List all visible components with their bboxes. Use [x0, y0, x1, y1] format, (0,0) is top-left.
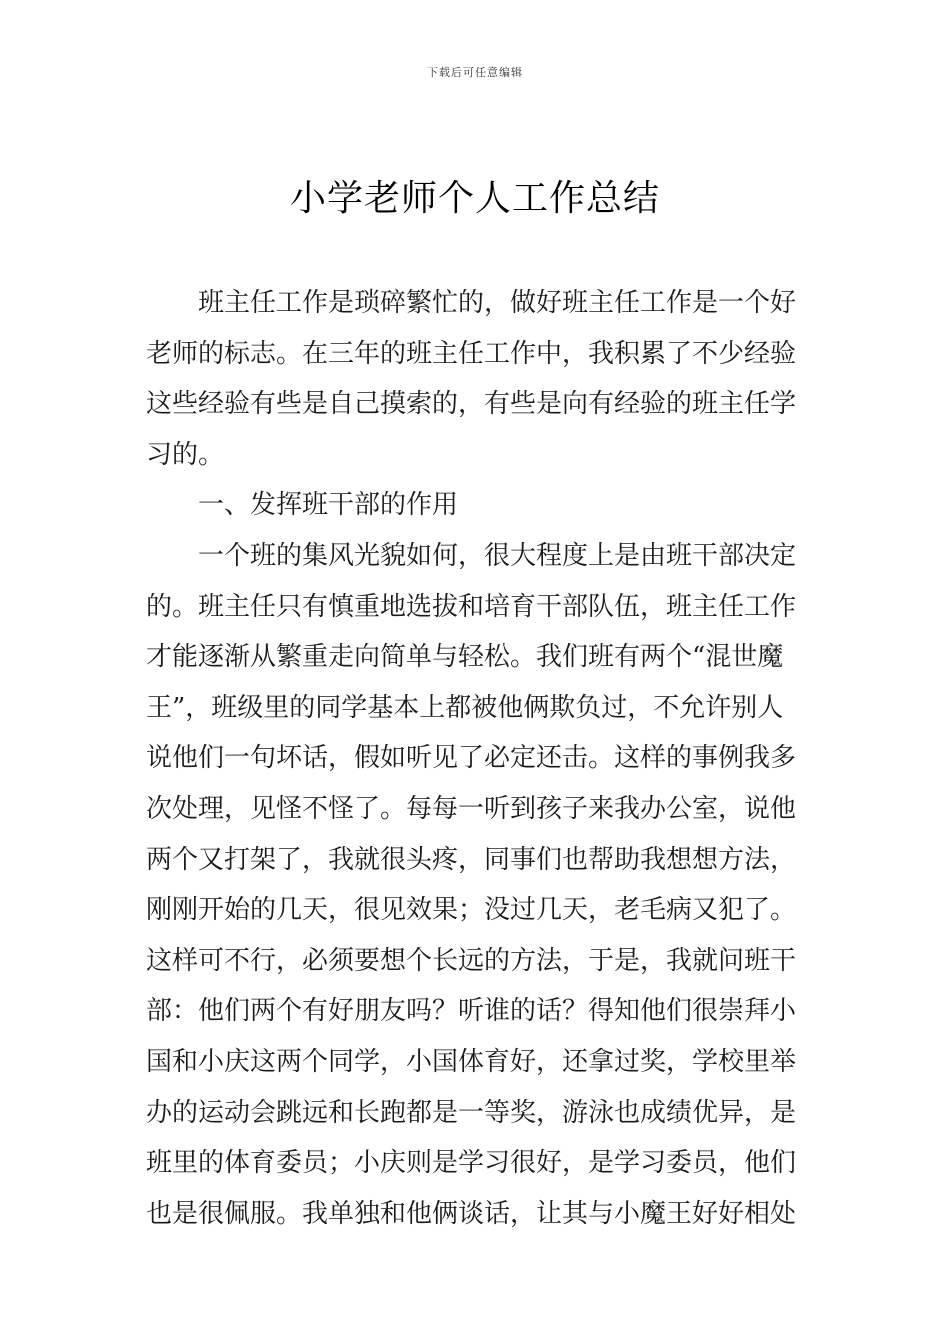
- body-line: 办的运动会跳远和长跑都是一等奖，游泳也成绩优异，是: [146, 1097, 797, 1128]
- body-line: 两个又打架了，我就很头疼，同事们也帮助我想想方法，: [146, 844, 797, 875]
- document-body: [146, 278, 814, 1239]
- header-note: 下载后可任意编辑: [427, 66, 523, 79]
- body-line: 说他们一句坏话，假如听见了必定还击。这样的事例我多: [146, 743, 797, 774]
- document-title: 小学老师个人工作总结: [289, 178, 660, 219]
- body-line: 的。班主任只有慎重地选拔和培育干部队伍，班主任工作: [146, 591, 797, 622]
- body-line: 老师的标志。在三年的班主任工作中，我积累了不少经验: [146, 338, 797, 369]
- body-line: 班里的体育委员；小庆则是学习很好，是学习委员，他们: [146, 1148, 797, 1179]
- body-line: 次处理，见怪不怪了。每每一听到孩子来我办公室，说他: [146, 793, 797, 824]
- body-line: 班主任工作是琐碎繁忙的，做好班主任工作是一个好: [198, 288, 797, 318]
- body-line: 刚刚开始的几天，很见效果；没过几天，老毛病又犯了。: [146, 895, 797, 926]
- body-line: 部：他们两个有好朋友吗？听谁的话？得知他们很崇拜小: [146, 996, 797, 1027]
- body-line: 这些经验有些是自己摸索的，有些是向有经验的班主任学: [146, 389, 797, 420]
- body-line: 王”，班级里的同学基本上都被他俩欺负过，不允许别人: [146, 692, 784, 723]
- body-line: 才能逐渐从繁重走向简单与轻松。我们班有两个“混世魔: [146, 642, 784, 673]
- body-line: 一个班的集风光貌如何，很大程度上是由班干部决定: [198, 540, 797, 571]
- body-line: 也是很佩服。我单独和他俩谈话，让其与小魔王好好相处: [146, 1198, 797, 1229]
- body-line: 习的。: [146, 439, 225, 470]
- body-line: 一、发挥班干部的作用: [198, 490, 459, 521]
- body-line: 国和小庆这两个同学，小国体育好，还拿过奖，学校里举: [146, 1046, 797, 1077]
- body-line: 这样可不行，必须要想个长远的方法，于是，我就问班干: [146, 945, 797, 976]
